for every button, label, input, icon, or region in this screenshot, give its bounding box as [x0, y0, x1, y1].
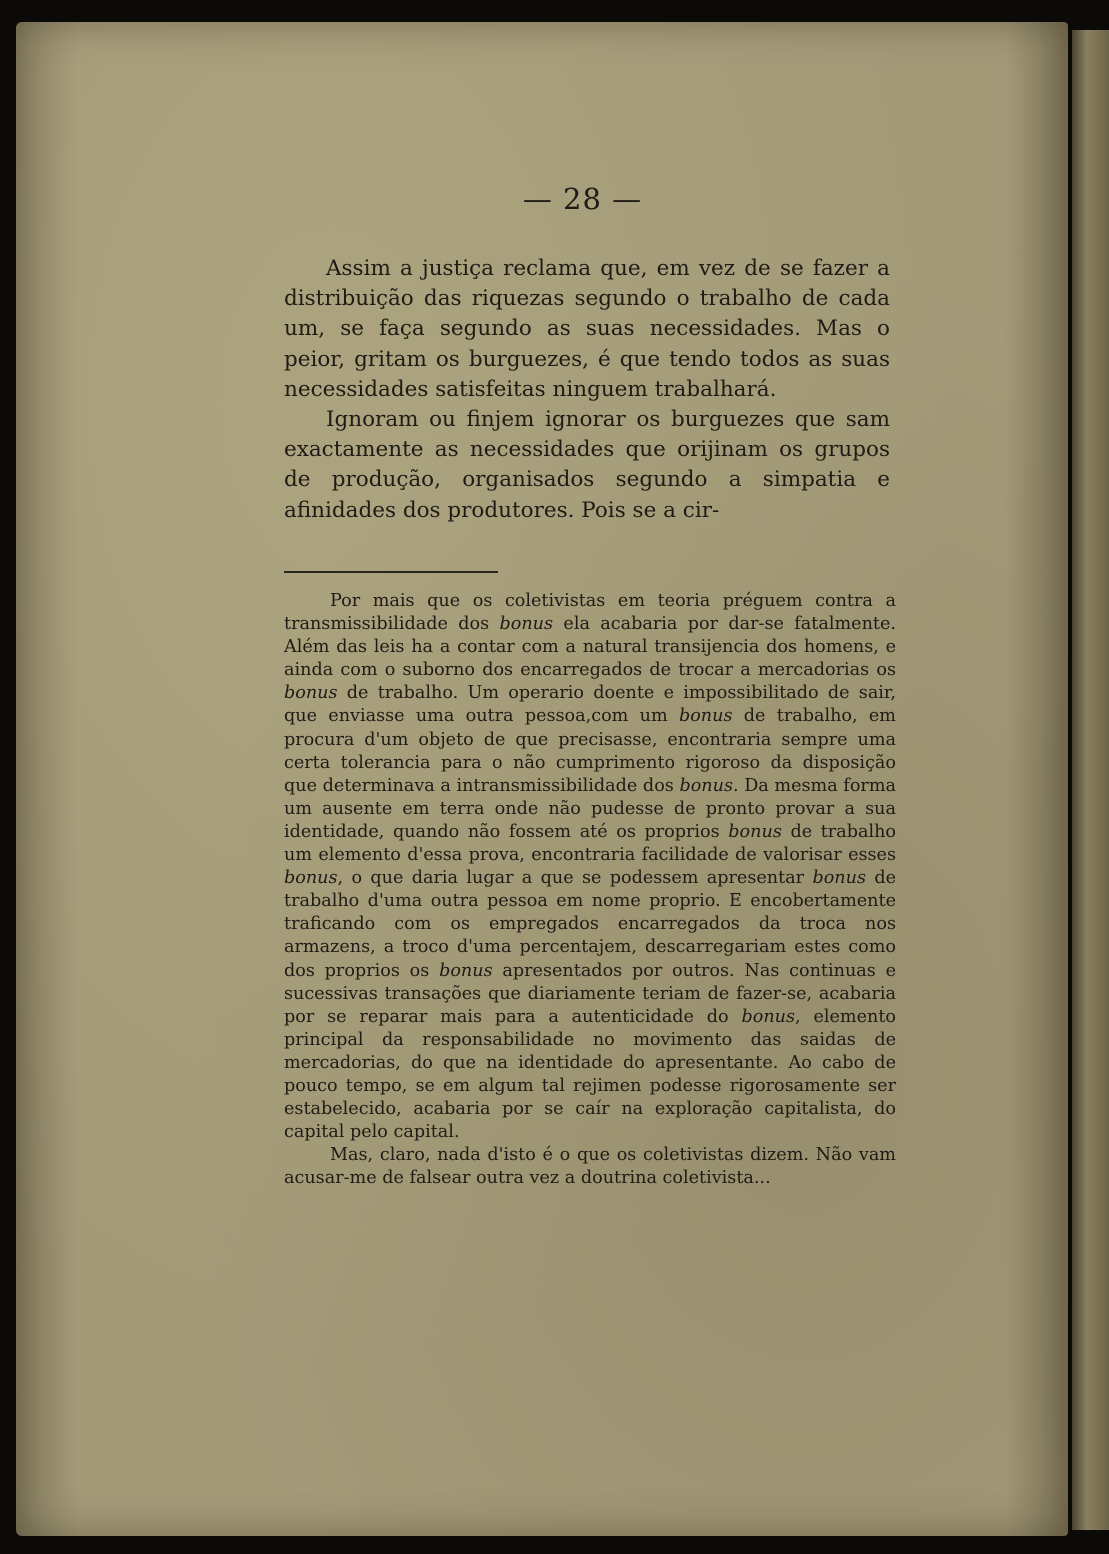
footnote	[284, 590, 896, 1190]
bonus-term: bonus	[741, 1006, 796, 1027]
bonus-term: bonus	[728, 821, 782, 842]
bonus-term: bonus	[679, 775, 733, 796]
bonus-term: bonus	[678, 706, 733, 727]
page-number: — 28 —	[522, 182, 643, 216]
footnote-divider	[284, 571, 498, 573]
bonus-term: bonus	[284, 868, 338, 889]
bonus-term: bonus	[439, 960, 493, 981]
main-paragraph-1: Assim a justiça reclama que, em vez de se fazer a distribuição das riquezas segundo o trabalho de cada um, se faça segundo as suas necessidades. Mas o peior, gritam os burguezes, é que tendo todos as suas necessidades satisfeitas ninguem trabalhará.	[284, 256, 890, 402]
main-text	[284, 254, 890, 526]
bonus-term: bonus	[499, 614, 554, 635]
bonus-term: bonus	[284, 683, 338, 704]
main-paragraph-2: Ignoram ou finjem ignorar os burguezes que sam exactamente as necessidades que orijinam os grupos de produção, organisados segundo a simpatia e afinidades dos produtores. Pois se a cir-	[284, 407, 890, 523]
next-page-edge	[1072, 30, 1109, 1530]
bonus-term: bonus	[812, 868, 866, 889]
footnote-paragraph-1: Por mais que os coletivistas em teoria préguem contra a transmissibilidade dos bonus ela acabaria por dar-se fatalmente. Além das leis ha a contar com a natural transijencia dos homens, e ainda com o suborno dos encarregados de trocar a mercadorias os bonus de trabalho. Um operario doente e impossibilitado de sair, que enviasse uma outra pessoa,com um bonus de trabalho, em procura d'um objeto de que precisasse, encontraria sempre uma certa tolerancia para o não cumprimento rigoroso da disposição que determinava a intransmissibilidade dos bonus. Da mesma forma um ausente em terra onde não pudesse de pronto provar a sua identidade, quando não fossem até os proprios bonus de trabalho um elemento d'essa prova, encontraria facilidade de valorisar esses bonus, o que daria lugar a que se podessem apresentar bonus de trabalho d'uma outra pessoa em nome proprio. E encobertamente traficando com os empregados encarregados da troca nos armazens, a troco d'uma percentajem, descarregariam estes como dos proprios os bonus apresentados por outros. Nas continuas e sucessivas transações que diariamente teriam de fazer-se, acabaria por se reparar mais para a autenticidade do bonus, elemento principal da responsabilidade no movimento das saidas de mercadorias, do que na identidade do apresentante. Ao cabo de pouco tempo, se em algum tal rejimen podesse rigorosamente ser estabelecido, acabaria por se caír na exploração capitalista, do capital pelo capital.	[284, 591, 896, 1143]
footnote-paragraph-2: Mas, claro, nada d'isto é o que os coletivistas dizem. Não vam acusar-me de falsear outra vez a doutrina coletivista...	[284, 1145, 896, 1189]
